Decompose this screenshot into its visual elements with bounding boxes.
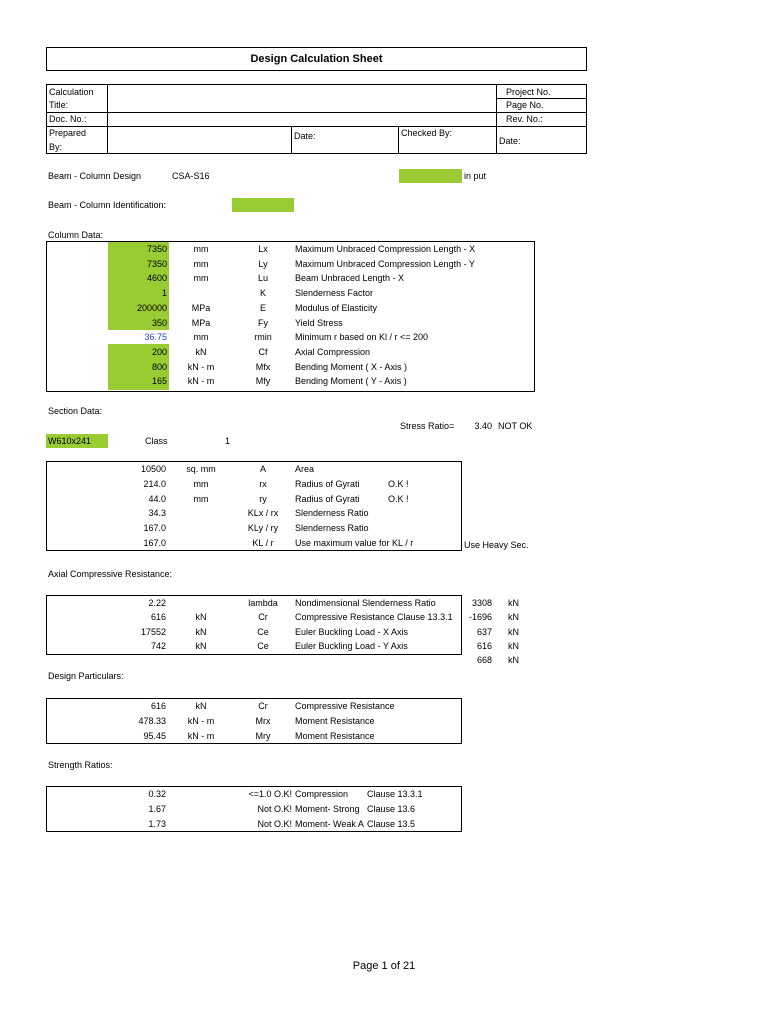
axial-unit: kN — [195, 626, 207, 637]
section-unit: sq. mm — [186, 464, 216, 474]
axial-description: Euler Buckling Load - Y Axis — [295, 640, 408, 651]
section-value: 214.0 — [143, 478, 166, 489]
column-description: Axial Compression — [295, 346, 371, 357]
column-description: Minimum r based on Kl / r <= 200 — [295, 332, 429, 343]
axial-description: Nondimensional Slenderness Ratio — [295, 598, 436, 608]
particular-description: Moment Resistance — [295, 715, 375, 726]
column-value: 800 — [151, 361, 167, 372]
strength-clause: Clause 13.3.1 — [367, 789, 423, 799]
axial-symbol: lambda — [248, 598, 278, 608]
axial-side-unit: kN — [508, 598, 519, 608]
strength-description: Moment- Strong — [295, 803, 360, 814]
date-label: Date: — [294, 131, 316, 141]
axial-unit: kN — [195, 640, 207, 651]
particular-unit: kN - m — [187, 730, 215, 741]
column-symbol: Mfy — [255, 376, 271, 387]
design-code: CSA-S16 — [172, 171, 210, 181]
particular-unit: kN - m — [187, 715, 215, 726]
input-legend-label: in put — [464, 171, 487, 181]
section-symbol: KLy / ry — [247, 523, 279, 534]
stress-ratio-label: Stress Ratio= — [400, 421, 455, 431]
section-unit: mm — [193, 478, 209, 489]
strength-value: 1.73 — [148, 818, 166, 829]
strength-heading: Strength Ratios: — [48, 760, 113, 770]
strength-description: Compression — [295, 789, 349, 799]
strength-status: <=1.0 O.K! — [248, 789, 292, 799]
axial-side-value: -1696 — [468, 612, 492, 623]
calc-title-label: Calculation — [49, 87, 94, 97]
particular-value: 478.33 — [138, 715, 166, 726]
column-unit: kN — [195, 346, 207, 357]
column-unit: MPa — [191, 302, 211, 313]
particular-description: Compressive Resistance — [295, 701, 395, 711]
column-symbol: K — [259, 288, 266, 299]
section-symbol: KL / r — [252, 538, 274, 548]
section-designation: W610x241 — [48, 436, 92, 446]
section-description: Slenderness Ratio — [295, 523, 369, 534]
rev-no-label: Rev. No.: — [506, 114, 543, 124]
particulars-heading: Design Particulars: — [48, 671, 124, 681]
section-description: Area — [295, 464, 315, 474]
column-value: 200 — [151, 346, 167, 357]
section-value: 44.0 — [148, 493, 166, 504]
column-value: 200000 — [136, 302, 167, 313]
class-label: Class — [145, 436, 168, 446]
identification-input[interactable] — [232, 198, 294, 212]
prepared-by-label-2: By: — [49, 142, 63, 152]
particular-value: 95.45 — [143, 730, 166, 741]
column-description: Yield Stress — [295, 317, 343, 328]
section-description: Slenderness Ratio — [295, 508, 369, 519]
column-symbol: rmin — [254, 332, 272, 343]
axial-description: Compressive Resistance Clause 13.3.1 — [295, 612, 453, 623]
date-label-2: Date: — [499, 136, 521, 146]
section-value: 167.0 — [143, 523, 166, 534]
design-type: Beam - Column Design — [48, 171, 142, 181]
checked-by-label: Checked By: — [401, 128, 453, 138]
column-value: 1 — [161, 288, 167, 299]
axial-symbol: Cr — [258, 612, 268, 623]
column-symbol: Fy — [258, 317, 268, 328]
input-legend-swatch — [399, 169, 462, 183]
particular-description: Moment Resistance — [295, 730, 375, 741]
particular-unit: kN — [195, 701, 207, 711]
axial-value: 17552 — [140, 626, 166, 637]
stress-ratio-status: NOT OK — [498, 421, 533, 431]
axial-side-unit: kN — [508, 640, 519, 651]
section-value: 34.3 — [148, 508, 166, 519]
axial-value: 616 — [150, 612, 166, 623]
column-description: Modulus of Elasticity — [295, 302, 378, 313]
doc-no-label: Doc. No.: — [49, 114, 87, 124]
section-unit: mm — [193, 493, 209, 504]
prepared-by-label: Prepared — [49, 128, 87, 138]
identification-label: Beam - Column Identification: — [48, 200, 167, 210]
page-no-label: Page No. — [506, 100, 544, 110]
strength-value: 0.32 — [148, 789, 166, 799]
column-description: Beam Unbraced Length - X — [295, 273, 405, 284]
column-unit: kN - m — [187, 376, 215, 387]
calc-title-label-2: Title: — [49, 100, 69, 110]
section-symbol: A — [259, 464, 266, 474]
section-data-heading: Section Data: — [48, 406, 103, 416]
particular-symbol: Mry — [255, 730, 271, 741]
column-symbol: Mfx — [255, 361, 271, 372]
column-value: 7350 — [146, 258, 167, 269]
strength-value: 1.67 — [148, 803, 166, 814]
strength-status: Not O.K! — [257, 803, 292, 814]
column-value: 165 — [151, 376, 167, 387]
section-check: O.K ! — [388, 493, 409, 504]
column-description: Slenderness Factor — [295, 288, 374, 299]
axial-side-unit: kN — [508, 626, 519, 637]
axial-side-unit: kN — [508, 655, 519, 666]
stress-ratio-value: 3.40 — [474, 421, 492, 431]
column-description: Maximum Unbraced Compression Length - Y — [295, 258, 475, 269]
column-unit: mm — [193, 332, 209, 343]
column-description: Maximum Unbraced Compression Length - X — [295, 244, 476, 254]
section-check: O.K ! — [388, 478, 409, 489]
section-description: Radius of Gyrati — [295, 493, 360, 504]
page-number: Page 1 of 21 — [352, 960, 416, 972]
strength-clause: Clause 13.6 — [367, 803, 416, 814]
section-value: 10500 — [140, 464, 166, 474]
particular-symbol: Mrx — [255, 715, 271, 726]
section-symbol: KLx / rx — [247, 508, 279, 519]
column-unit: mm — [193, 273, 209, 284]
column-description: Bending Moment ( X - Axis ) — [295, 361, 408, 372]
column-unit: MPa — [191, 317, 211, 328]
section-description: Radius of Gyrati — [295, 478, 360, 489]
column-unit: mm — [193, 244, 209, 254]
axial-symbol: Ce — [257, 626, 269, 637]
class-value: 1 — [225, 436, 231, 446]
section-description: Use maximum value for KL / r — [295, 538, 414, 548]
column-value: 36.75 — [144, 332, 167, 343]
column-symbol: Lu — [257, 273, 268, 284]
axial-side-unit: kN — [508, 612, 519, 623]
page-title: Design Calculation Sheet — [250, 53, 383, 65]
particular-symbol: Cr — [258, 701, 268, 711]
column-unit: kN - m — [187, 361, 215, 372]
column-data-heading: Column Data: — [48, 230, 104, 240]
project-no-label: Project No. — [506, 87, 551, 97]
column-value: 7350 — [146, 244, 167, 254]
column-symbol: E — [259, 302, 266, 313]
axial-value: 2.22 — [148, 598, 166, 608]
column-symbol: Lx — [258, 244, 268, 254]
axial-side-value: 668 — [476, 655, 492, 666]
axial-heading: Axial Compressive Resistance: — [48, 569, 173, 579]
heavy-section-note: Use Heavy Sec. — [464, 540, 529, 550]
axial-side-value: 616 — [476, 640, 492, 651]
column-symbol: Ly — [258, 258, 268, 269]
particular-value: 616 — [150, 701, 166, 711]
section-symbol: rx — [259, 478, 267, 489]
axial-description: Euler Buckling Load - X Axis — [295, 626, 409, 637]
column-symbol: Cf — [258, 346, 268, 357]
axial-side-value: 3308 — [471, 598, 492, 608]
axial-value: 742 — [150, 640, 166, 651]
axial-symbol: Ce — [257, 640, 269, 651]
column-value: 4600 — [146, 273, 167, 284]
axial-unit: kN — [195, 612, 207, 623]
strength-clause: Clause 13.5 — [367, 818, 416, 829]
strength-description: Moment- Weak A — [295, 818, 364, 829]
section-value: 167.0 — [143, 538, 166, 548]
strength-status: Not O.K! — [257, 818, 292, 829]
column-description: Bending Moment ( Y - Axis ) — [295, 376, 407, 387]
column-value: 350 — [151, 317, 167, 328]
column-unit: mm — [193, 258, 209, 269]
axial-side-value: 637 — [476, 626, 492, 637]
section-symbol: ry — [259, 493, 267, 504]
